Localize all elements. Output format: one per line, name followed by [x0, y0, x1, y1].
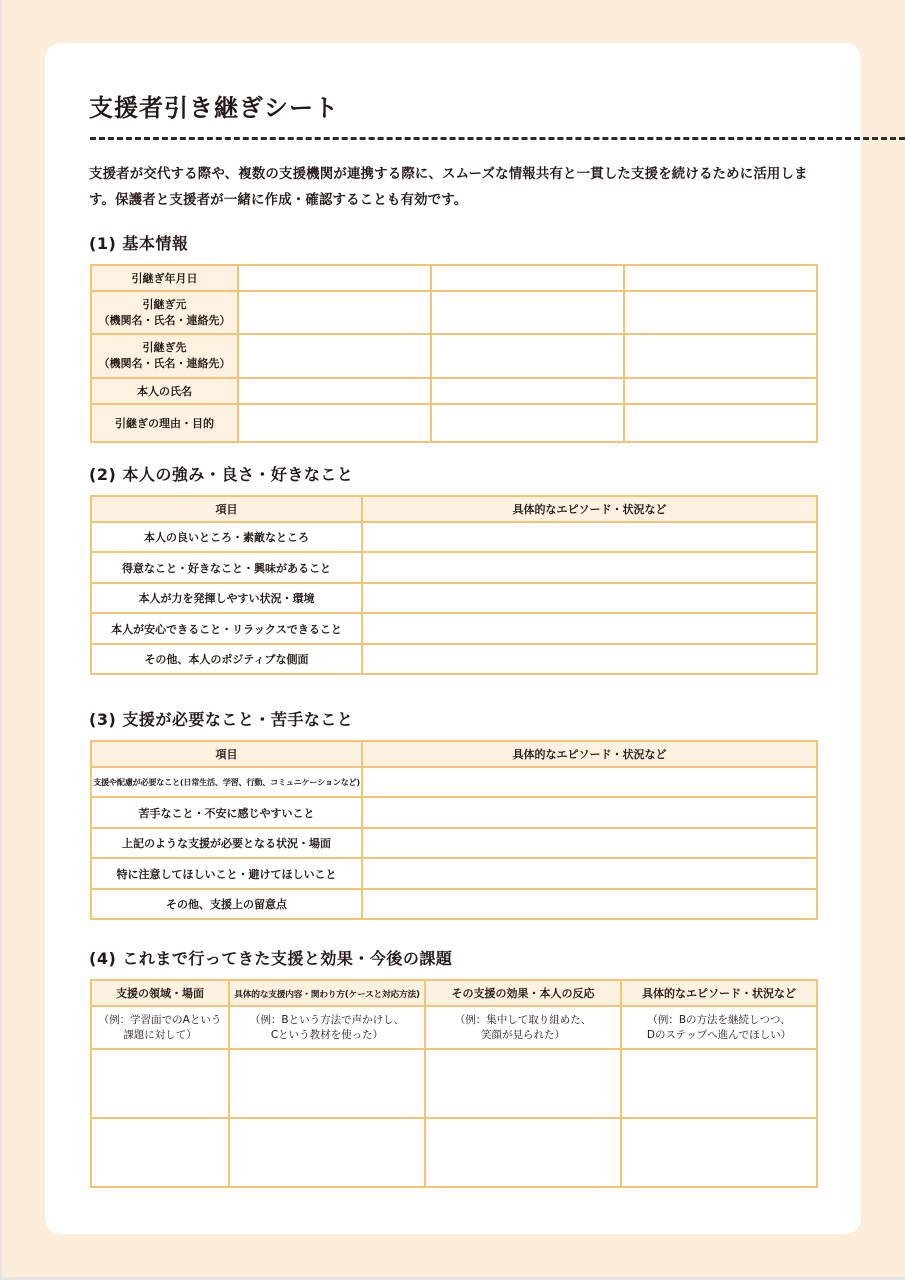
table-row: [91, 644, 817, 674]
row-label: 引継ぎ年月日: [91, 265, 238, 291]
input-cell[interactable]: [624, 265, 817, 291]
input-cell[interactable]: [229, 1118, 425, 1187]
row-label: 本人の良いところ・素敵なところ: [91, 522, 362, 552]
column-header: 具体的な支援内容・関わり方(ケースと対応方法): [229, 980, 425, 1006]
table-row: [91, 522, 817, 552]
input-cell[interactable]: [362, 858, 817, 889]
input-cell[interactable]: [431, 291, 624, 334]
strengths-table: [90, 495, 818, 675]
table-row: [91, 552, 817, 583]
input-cell[interactable]: [238, 334, 431, 378]
column-header: その支援の効果・本人の反応: [425, 980, 621, 1006]
example-cell: （例：集中して取り組めた、 笑顔が見られた）: [425, 1006, 621, 1049]
row-label: その他、本人のポジティブな側面: [91, 644, 362, 674]
row-label: 特に注意してほしいこと・避けてほしいこと: [91, 858, 362, 889]
page-title: 支援者引き継ぎシート: [89, 94, 339, 122]
row-label: 本人の氏名: [91, 378, 238, 404]
column-header: 項目: [91, 496, 362, 522]
intro-text: 支援者が交代する際や、複数の支援機関が連携する際に、スムーズな情報共有と一貫した支援を続けるために活用します。保護者と支援者が一緒に作成・確認することも有効です。: [89, 167, 808, 208]
input-cell[interactable]: [229, 1049, 425, 1118]
section3-title: (3) 支援が必要なこと・苦手なこと: [89, 710, 354, 729]
input-cell[interactable]: [91, 1118, 229, 1187]
input-cell[interactable]: [362, 613, 817, 644]
input-cell[interactable]: [621, 1049, 817, 1118]
column-header: 具体的なエピソード・状況など: [362, 741, 817, 767]
input-cell[interactable]: [621, 1118, 817, 1187]
input-cell[interactable]: [624, 334, 817, 378]
input-cell[interactable]: [431, 404, 624, 442]
table-row: [91, 291, 817, 334]
row-label: 上記のような支援が必要となる状況・場面: [91, 828, 362, 858]
column-header: 具体的なエピソード・状況など: [621, 980, 817, 1006]
table-row: [91, 889, 817, 919]
row-label: 支援や配慮が必要なこと(日常生活、学習、行動、コミュニケーションなど): [91, 767, 362, 797]
row-label: 引継ぎの理由・目的: [91, 404, 238, 442]
support-needs-table: [90, 740, 818, 920]
basic-info-table: [90, 264, 818, 443]
table-row: [91, 797, 817, 828]
table-row: [91, 334, 817, 378]
table-row: [91, 378, 817, 404]
input-cell[interactable]: [362, 797, 817, 828]
section2-title: (2) 本人の強み・良さ・好きなこと: [89, 465, 354, 484]
input-cell[interactable]: [624, 291, 817, 334]
input-cell[interactable]: [238, 404, 431, 442]
row-label: 得意なこと・好きなこと・興味があること: [91, 552, 362, 583]
input-cell[interactable]: [91, 1049, 229, 1118]
row-label: 本人が力を発揮しやすい状況・環境: [91, 583, 362, 613]
table-row: [91, 828, 817, 858]
row-label: 引継ぎ先 （機関名・氏名・連絡先）: [91, 334, 238, 378]
table-row: [91, 767, 817, 797]
input-cell[interactable]: [362, 644, 817, 674]
row-label: 本人が安心できること・リラックスできること: [91, 613, 362, 644]
input-cell[interactable]: [624, 378, 817, 404]
column-header: 支援の領域・場面: [91, 980, 229, 1006]
input-cell[interactable]: [425, 1049, 621, 1118]
table-row: [91, 1049, 817, 1118]
example-cell: （例：Bという方法で声かけし、 Cという教材を使った）: [229, 1006, 425, 1049]
input-cell[interactable]: [362, 828, 817, 858]
input-cell[interactable]: [431, 265, 624, 291]
input-cell[interactable]: [362, 522, 817, 552]
table-row: [91, 265, 817, 291]
input-cell[interactable]: [362, 889, 817, 919]
input-cell[interactable]: [624, 404, 817, 442]
table-header-row: [91, 741, 817, 767]
table-row: [91, 1118, 817, 1187]
table-header-row: [91, 980, 817, 1006]
input-cell[interactable]: [238, 378, 431, 404]
section4-title: (4) これまで行ってきた支援と効果・今後の課題: [89, 949, 453, 968]
table-row: [91, 613, 817, 644]
column-header: 項目: [91, 741, 362, 767]
section1-title: (1) 基本情報: [89, 234, 189, 253]
example-cell: （例：学習面でのAという 課題に対して）: [91, 1006, 229, 1049]
input-cell[interactable]: [425, 1118, 621, 1187]
input-cell[interactable]: [238, 291, 431, 334]
table-row: [91, 404, 817, 442]
support-history-table: [90, 979, 818, 1188]
row-label: その他、支援上の留意点: [91, 889, 362, 919]
table-row: [91, 858, 817, 889]
input-cell[interactable]: [431, 378, 624, 404]
example-cell: （例：Bの方法を継続しつつ、 Dのステップへ進んでほしい）: [621, 1006, 817, 1049]
table-row: [91, 583, 817, 613]
table-header-row: [91, 496, 817, 522]
input-cell[interactable]: [362, 583, 817, 613]
row-label: 引継ぎ元 （機関名・氏名・連絡先）: [91, 291, 238, 334]
input-cell[interactable]: [431, 334, 624, 378]
column-header: 具体的なエピソード・状況など: [362, 496, 817, 522]
input-cell[interactable]: [238, 265, 431, 291]
input-cell[interactable]: [362, 552, 817, 583]
row-label: 苦手なこと・不安に感じやすいこと: [91, 797, 362, 828]
example-row: [91, 1006, 817, 1049]
dashed-divider: [90, 137, 905, 140]
input-cell[interactable]: [362, 767, 817, 797]
